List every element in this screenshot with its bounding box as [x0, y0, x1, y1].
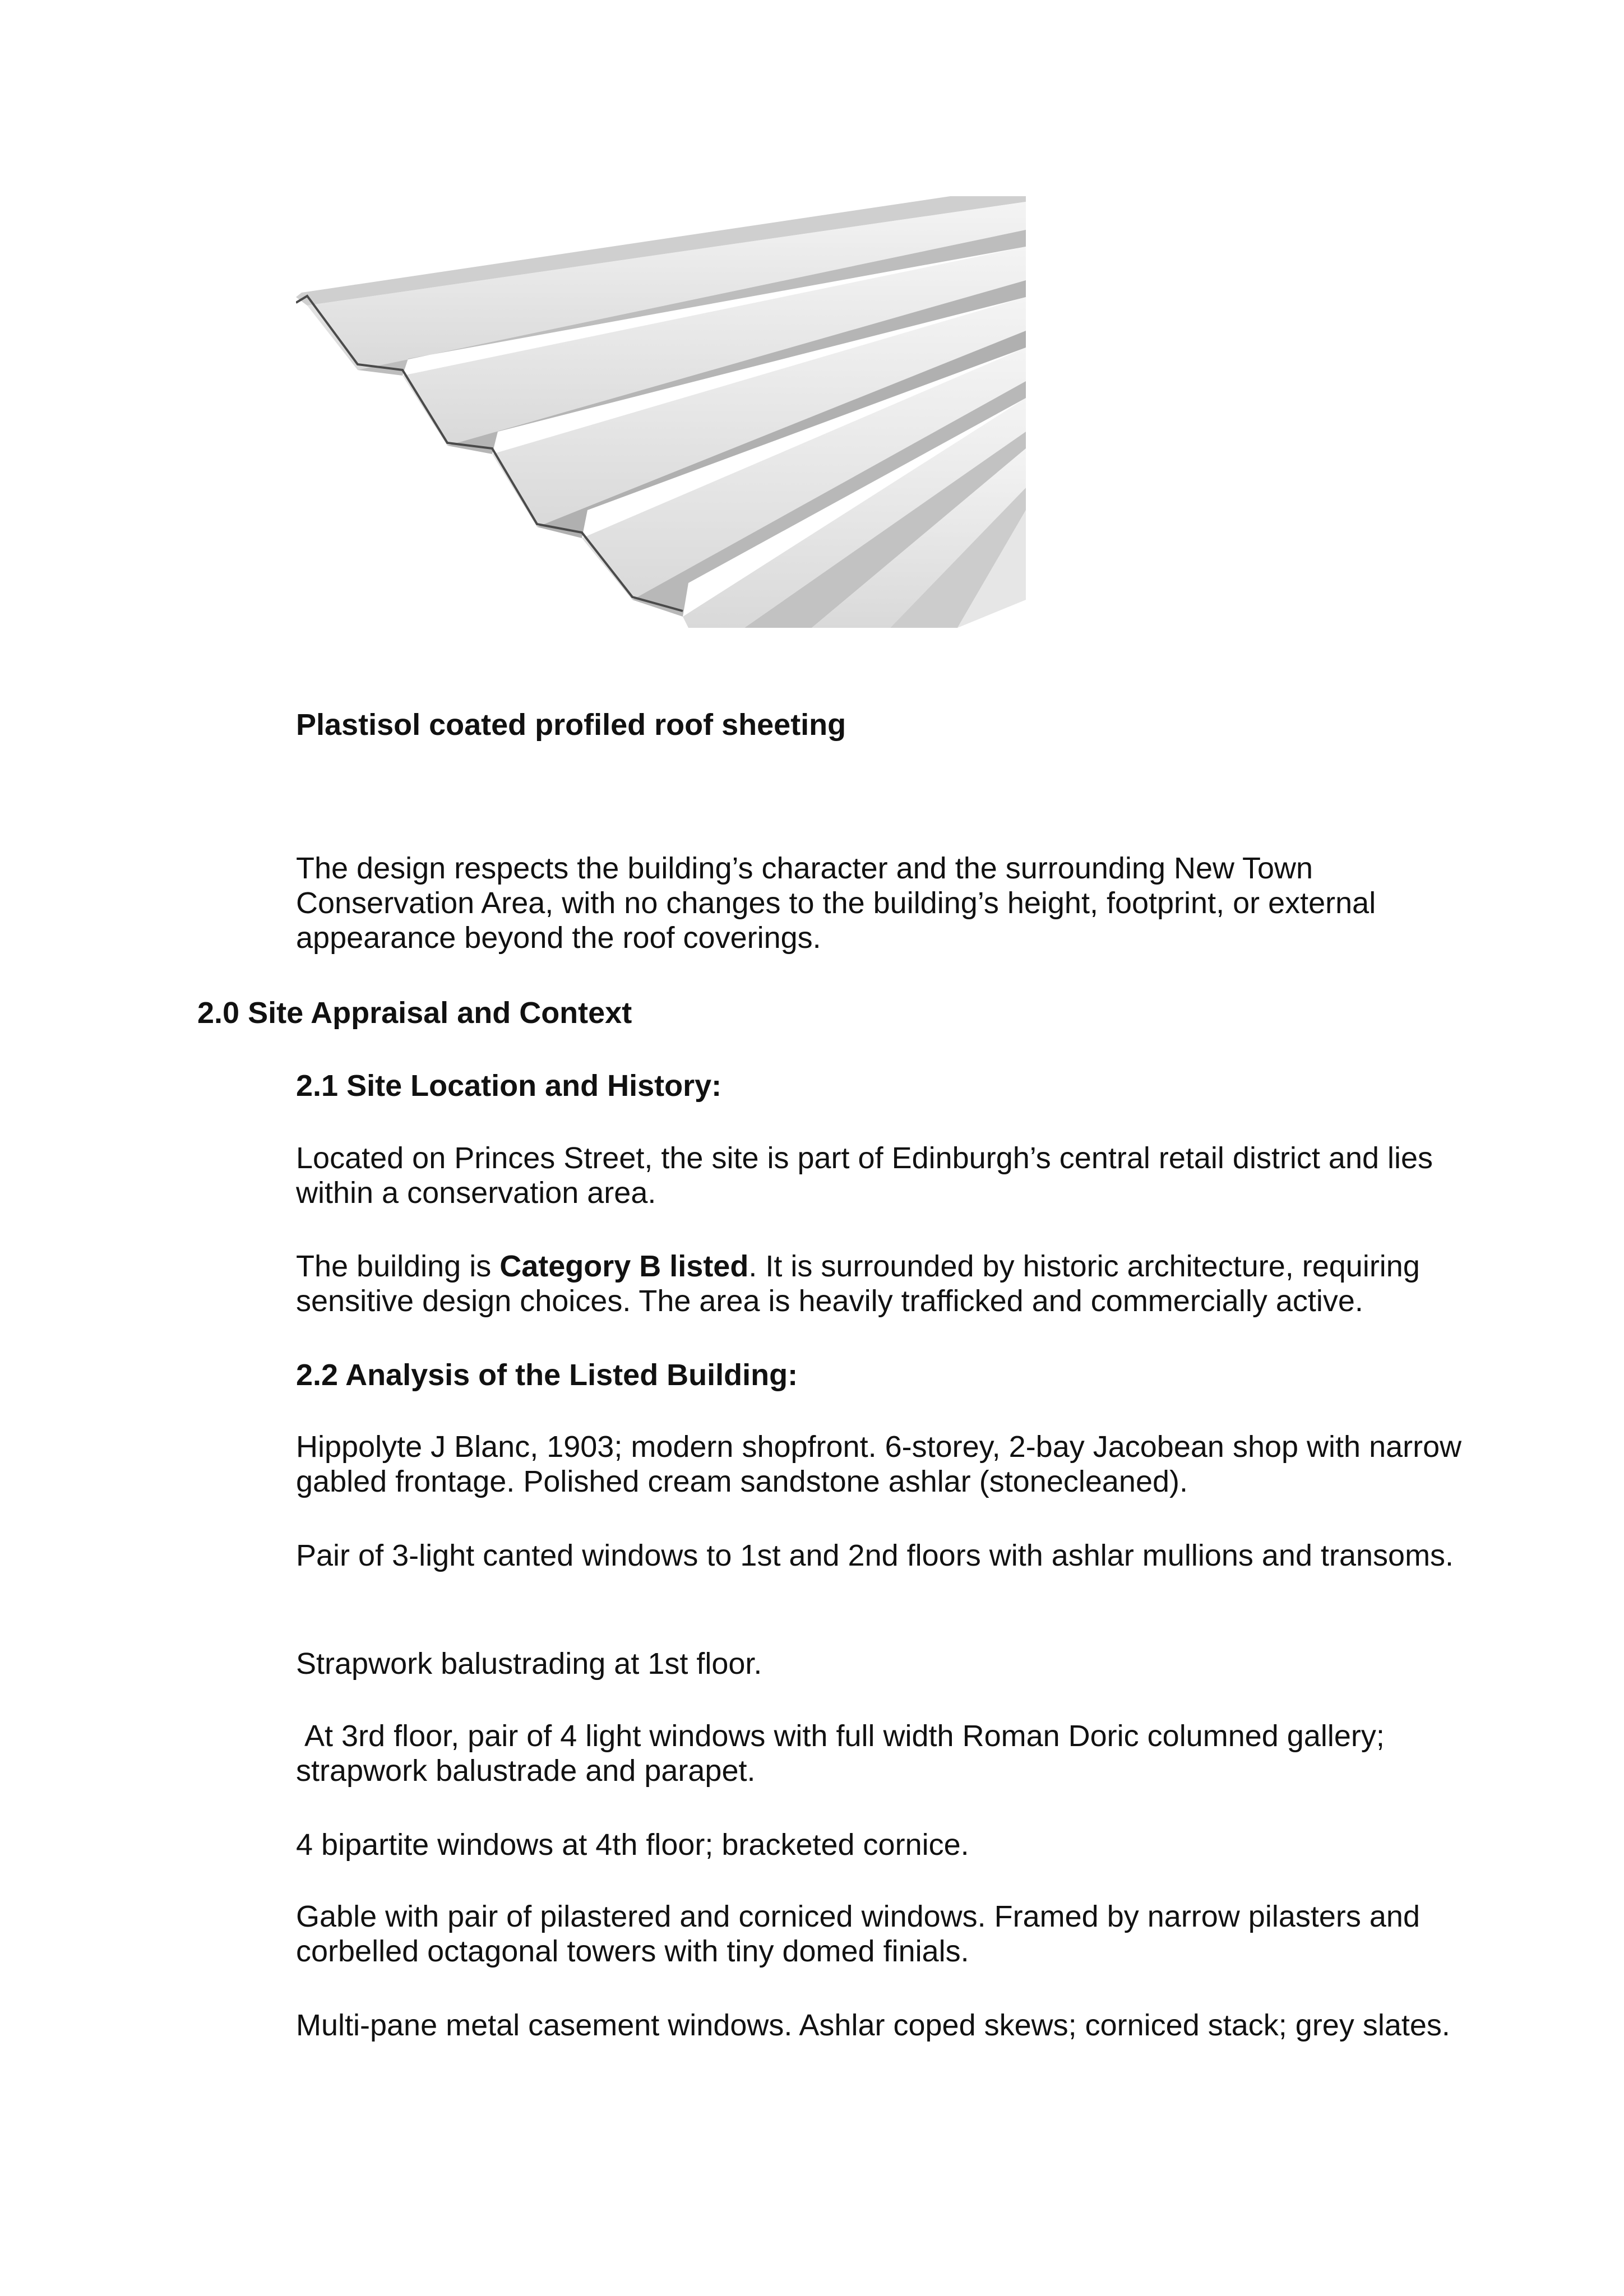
paragraph: At 3rd floor, pair of 4 light windows with full width Roman Doric columned gallery; strapwork balustrade and parapet.	[296, 1719, 1393, 1788]
subsection-heading: 2.2 Analysis of the Listed Building:	[296, 1358, 798, 1392]
roof-sheeting-illustration	[296, 196, 1026, 628]
paragraph: Strapwork balustrading at 1st floor.	[296, 1647, 762, 1681]
paragraph: 4 bipartite windows at 4th floor; bracketed cornice.	[296, 1828, 969, 1862]
paragraph: Hippolyte J Blanc, 1903; modern shopfront. 6-storey, 2-bay Jacobean shop with narrow gabled frontage. Polished cream sandstone ashlar (stonecleaned).	[296, 1430, 1462, 1498]
paragraph-text: The building is	[296, 1249, 500, 1283]
subsection-heading: 2.1 Site Location and History:	[296, 1069, 722, 1103]
figure-caption: Plastisol coated profiled roof sheeting	[296, 708, 846, 742]
paragraph-text: . It is surrounded by historic architecture, requiring sensitive design choices. The area is heavily trafficked and commercially active.	[296, 1249, 1420, 1318]
intro-paragraph: The design respects the building’s character and the surrounding New Town Conservation Area, with no changes to the building’s height, footprint, or external appearance beyond the roof coverings.	[296, 851, 1376, 955]
paragraph: Multi-pane metal casement windows. Ashlar coped skews; corniced stack; grey slates.	[296, 2008, 1450, 2042]
listing-category: Category B listed	[499, 1249, 749, 1283]
paragraph: Located on Princes Street, the site is part of Edinburgh’s central retail district and lies within a conservation area.	[296, 1141, 1433, 1210]
section-heading: 2.0 Site Appraisal and Context	[197, 996, 632, 1030]
paragraph	[296, 1249, 1473, 1318]
roof-sheeting-image	[296, 196, 1026, 628]
paragraph: Pair of 3-light canted windows to 1st and 2nd floors with ashlar mullions and transoms.	[296, 1539, 1454, 1572]
paragraph: Gable with pair of pilastered and corniced windows. Framed by narrow pilasters and corbelled octagonal towers with tiny domed finials.	[296, 1900, 1420, 1968]
